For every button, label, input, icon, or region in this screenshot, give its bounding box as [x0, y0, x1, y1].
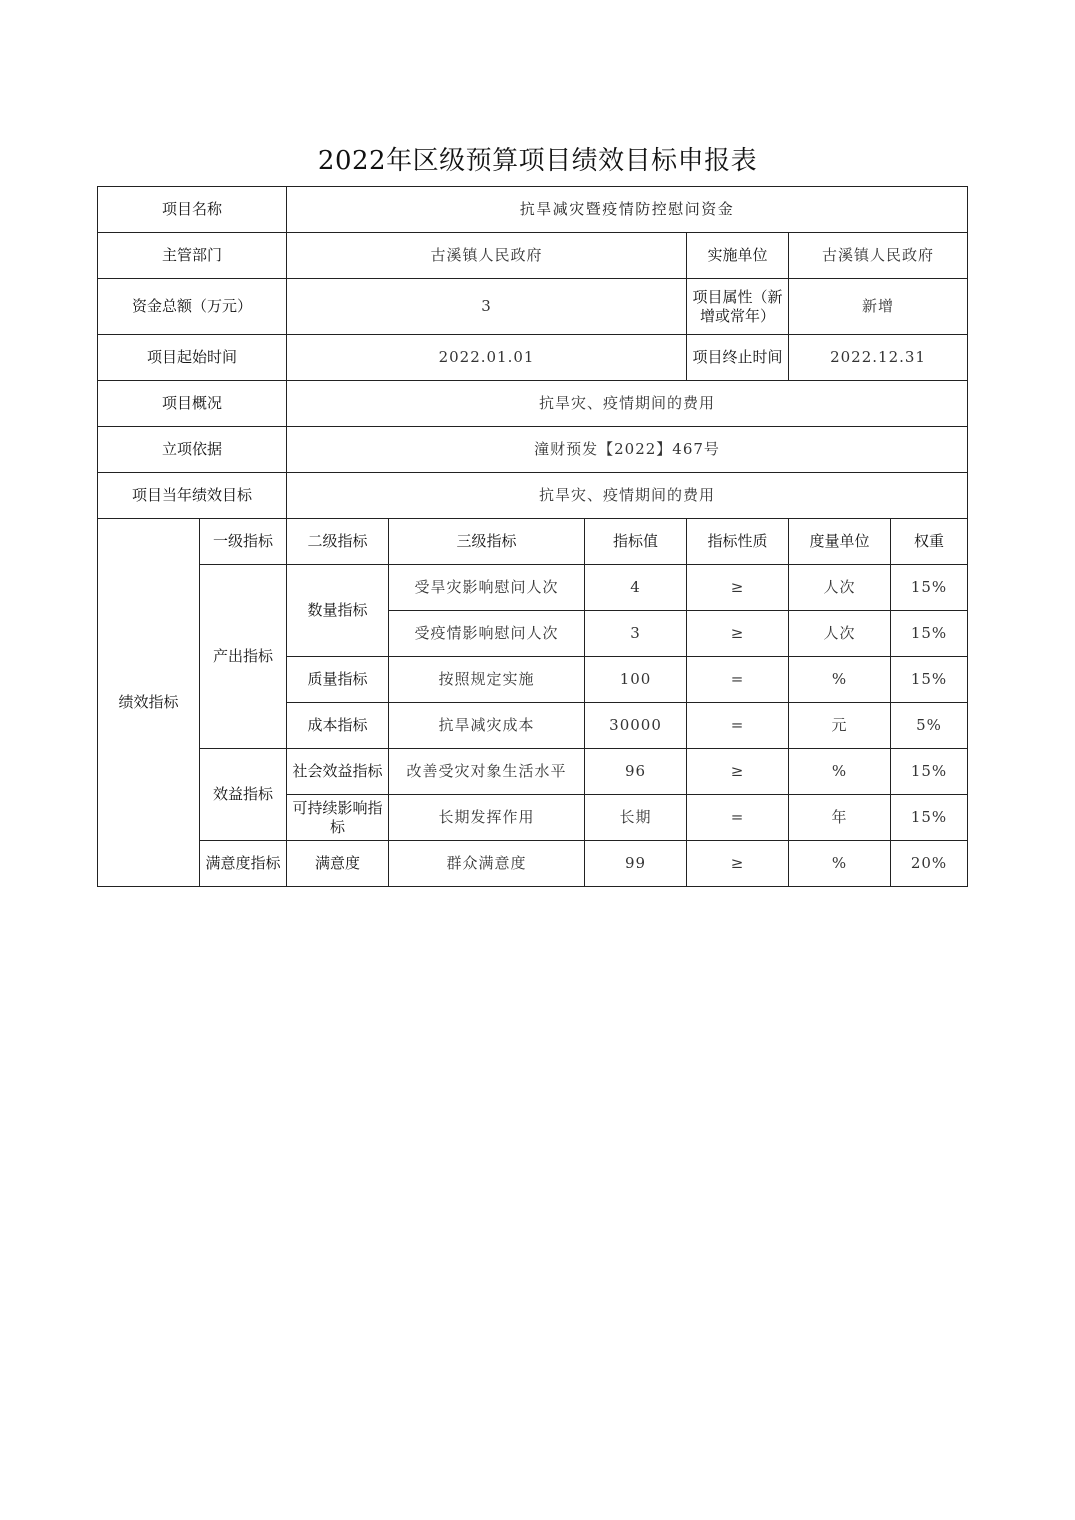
indicator-value: 4 — [585, 565, 687, 611]
indicator-unit: % — [789, 841, 891, 887]
indicators-section-label: 绩效指标 — [98, 519, 200, 887]
indicator-name: 受疫情影响慰问人次 — [389, 611, 585, 657]
indicator-value: 长期 — [585, 795, 687, 841]
row-department — [98, 233, 968, 279]
header-level1: 一级指标 — [200, 519, 287, 565]
indicator-name: 按照规定实施 — [389, 657, 585, 703]
header-level3: 三级指标 — [389, 519, 585, 565]
header-level2: 二级指标 — [287, 519, 389, 565]
indicator-weight: 15% — [891, 565, 968, 611]
level2-satisfaction: 满意度 — [287, 841, 389, 887]
row-goal — [98, 473, 968, 519]
header-value: 指标值 — [585, 519, 687, 565]
impl-value: 古溪镇人民政府 — [789, 233, 968, 279]
indicator-weight: 15% — [891, 795, 968, 841]
level2-cost: 成本指标 — [287, 703, 389, 749]
level2-quality: 质量指标 — [287, 657, 389, 703]
level1-satisfaction: 满意度指标 — [200, 841, 287, 887]
indicator-header-row — [98, 519, 968, 565]
indicator-value: 100 — [585, 657, 687, 703]
attr-value: 新增 — [789, 279, 968, 335]
row-dates — [98, 335, 968, 381]
fund-value: 3 — [287, 279, 687, 335]
indicator-unit: 年 — [789, 795, 891, 841]
basis-value: 潼财预发【2022】467号 — [287, 427, 968, 473]
end-value: 2022.12.31 — [789, 335, 968, 381]
indicator-weight: 15% — [891, 657, 968, 703]
page-title: 2022年区级预算项目绩效目标申报表 — [317, 146, 758, 176]
overview-value: 抗旱灾、疫情期间的费用 — [287, 381, 968, 427]
end-label: 项目终止时间 — [687, 335, 789, 381]
goal-label: 项目当年绩效目标 — [98, 473, 287, 519]
dept-value: 古溪镇人民政府 — [287, 233, 687, 279]
indicator-value: 3 — [585, 611, 687, 657]
table-row — [98, 565, 968, 611]
dept-label: 主管部门 — [98, 233, 287, 279]
start-label: 项目起始时间 — [98, 335, 287, 381]
indicator-name: 群众满意度 — [389, 841, 585, 887]
project-name-label: 项目名称 — [98, 187, 287, 233]
impl-label: 实施单位 — [687, 233, 789, 279]
table-row — [98, 841, 968, 887]
indicator-name: 抗旱减灾成本 — [389, 703, 585, 749]
indicator-unit: 人次 — [789, 565, 891, 611]
indicator-nature: ≥ — [687, 749, 789, 795]
indicator-value: 30000 — [585, 703, 687, 749]
indicator-name: 受旱灾影响慰问人次 — [389, 565, 585, 611]
level2-quantity: 数量指标 — [287, 565, 389, 657]
indicator-nature: = — [687, 703, 789, 749]
header-nature: 指标性质 — [687, 519, 789, 565]
start-value: 2022.01.01 — [287, 335, 687, 381]
attr-label: 项目属性（新增或常年） — [687, 279, 789, 335]
indicator-nature: ≥ — [687, 565, 789, 611]
level1-output: 产出指标 — [200, 565, 287, 749]
indicator-nature: ≥ — [687, 841, 789, 887]
header-unit: 度量单位 — [789, 519, 891, 565]
level1-benefit: 效益指标 — [200, 749, 287, 841]
project-name-value: 抗旱减灾暨疫情防控慰问资金 — [287, 187, 968, 233]
indicator-name: 改善受灾对象生活水平 — [389, 749, 585, 795]
indicator-weight: 5% — [891, 703, 968, 749]
row-overview — [98, 381, 968, 427]
indicator-value: 99 — [585, 841, 687, 887]
row-fund — [98, 279, 968, 335]
indicator-unit: 人次 — [789, 611, 891, 657]
fund-label: 资金总额（万元） — [98, 279, 287, 335]
indicator-name: 长期发挥作用 — [389, 795, 585, 841]
indicator-weight: 15% — [891, 749, 968, 795]
performance-goal-table — [97, 186, 968, 887]
level2-sustain: 可持续影响指标 — [287, 795, 389, 841]
overview-label: 项目概况 — [98, 381, 287, 427]
header-weight: 权重 — [891, 519, 968, 565]
indicator-nature: = — [687, 657, 789, 703]
table-row — [98, 749, 968, 795]
row-basis — [98, 427, 968, 473]
level2-social: 社会效益指标 — [287, 749, 389, 795]
indicator-value: 96 — [585, 749, 687, 795]
indicator-nature: = — [687, 795, 789, 841]
goal-value: 抗旱灾、疫情期间的费用 — [287, 473, 968, 519]
row-project-name — [98, 187, 968, 233]
indicator-unit: % — [789, 657, 891, 703]
indicator-weight: 15% — [891, 611, 968, 657]
indicator-unit: 元 — [789, 703, 891, 749]
indicator-unit: % — [789, 749, 891, 795]
indicator-weight: 20% — [891, 841, 968, 887]
indicator-nature: ≥ — [687, 611, 789, 657]
basis-label: 立项依据 — [98, 427, 287, 473]
